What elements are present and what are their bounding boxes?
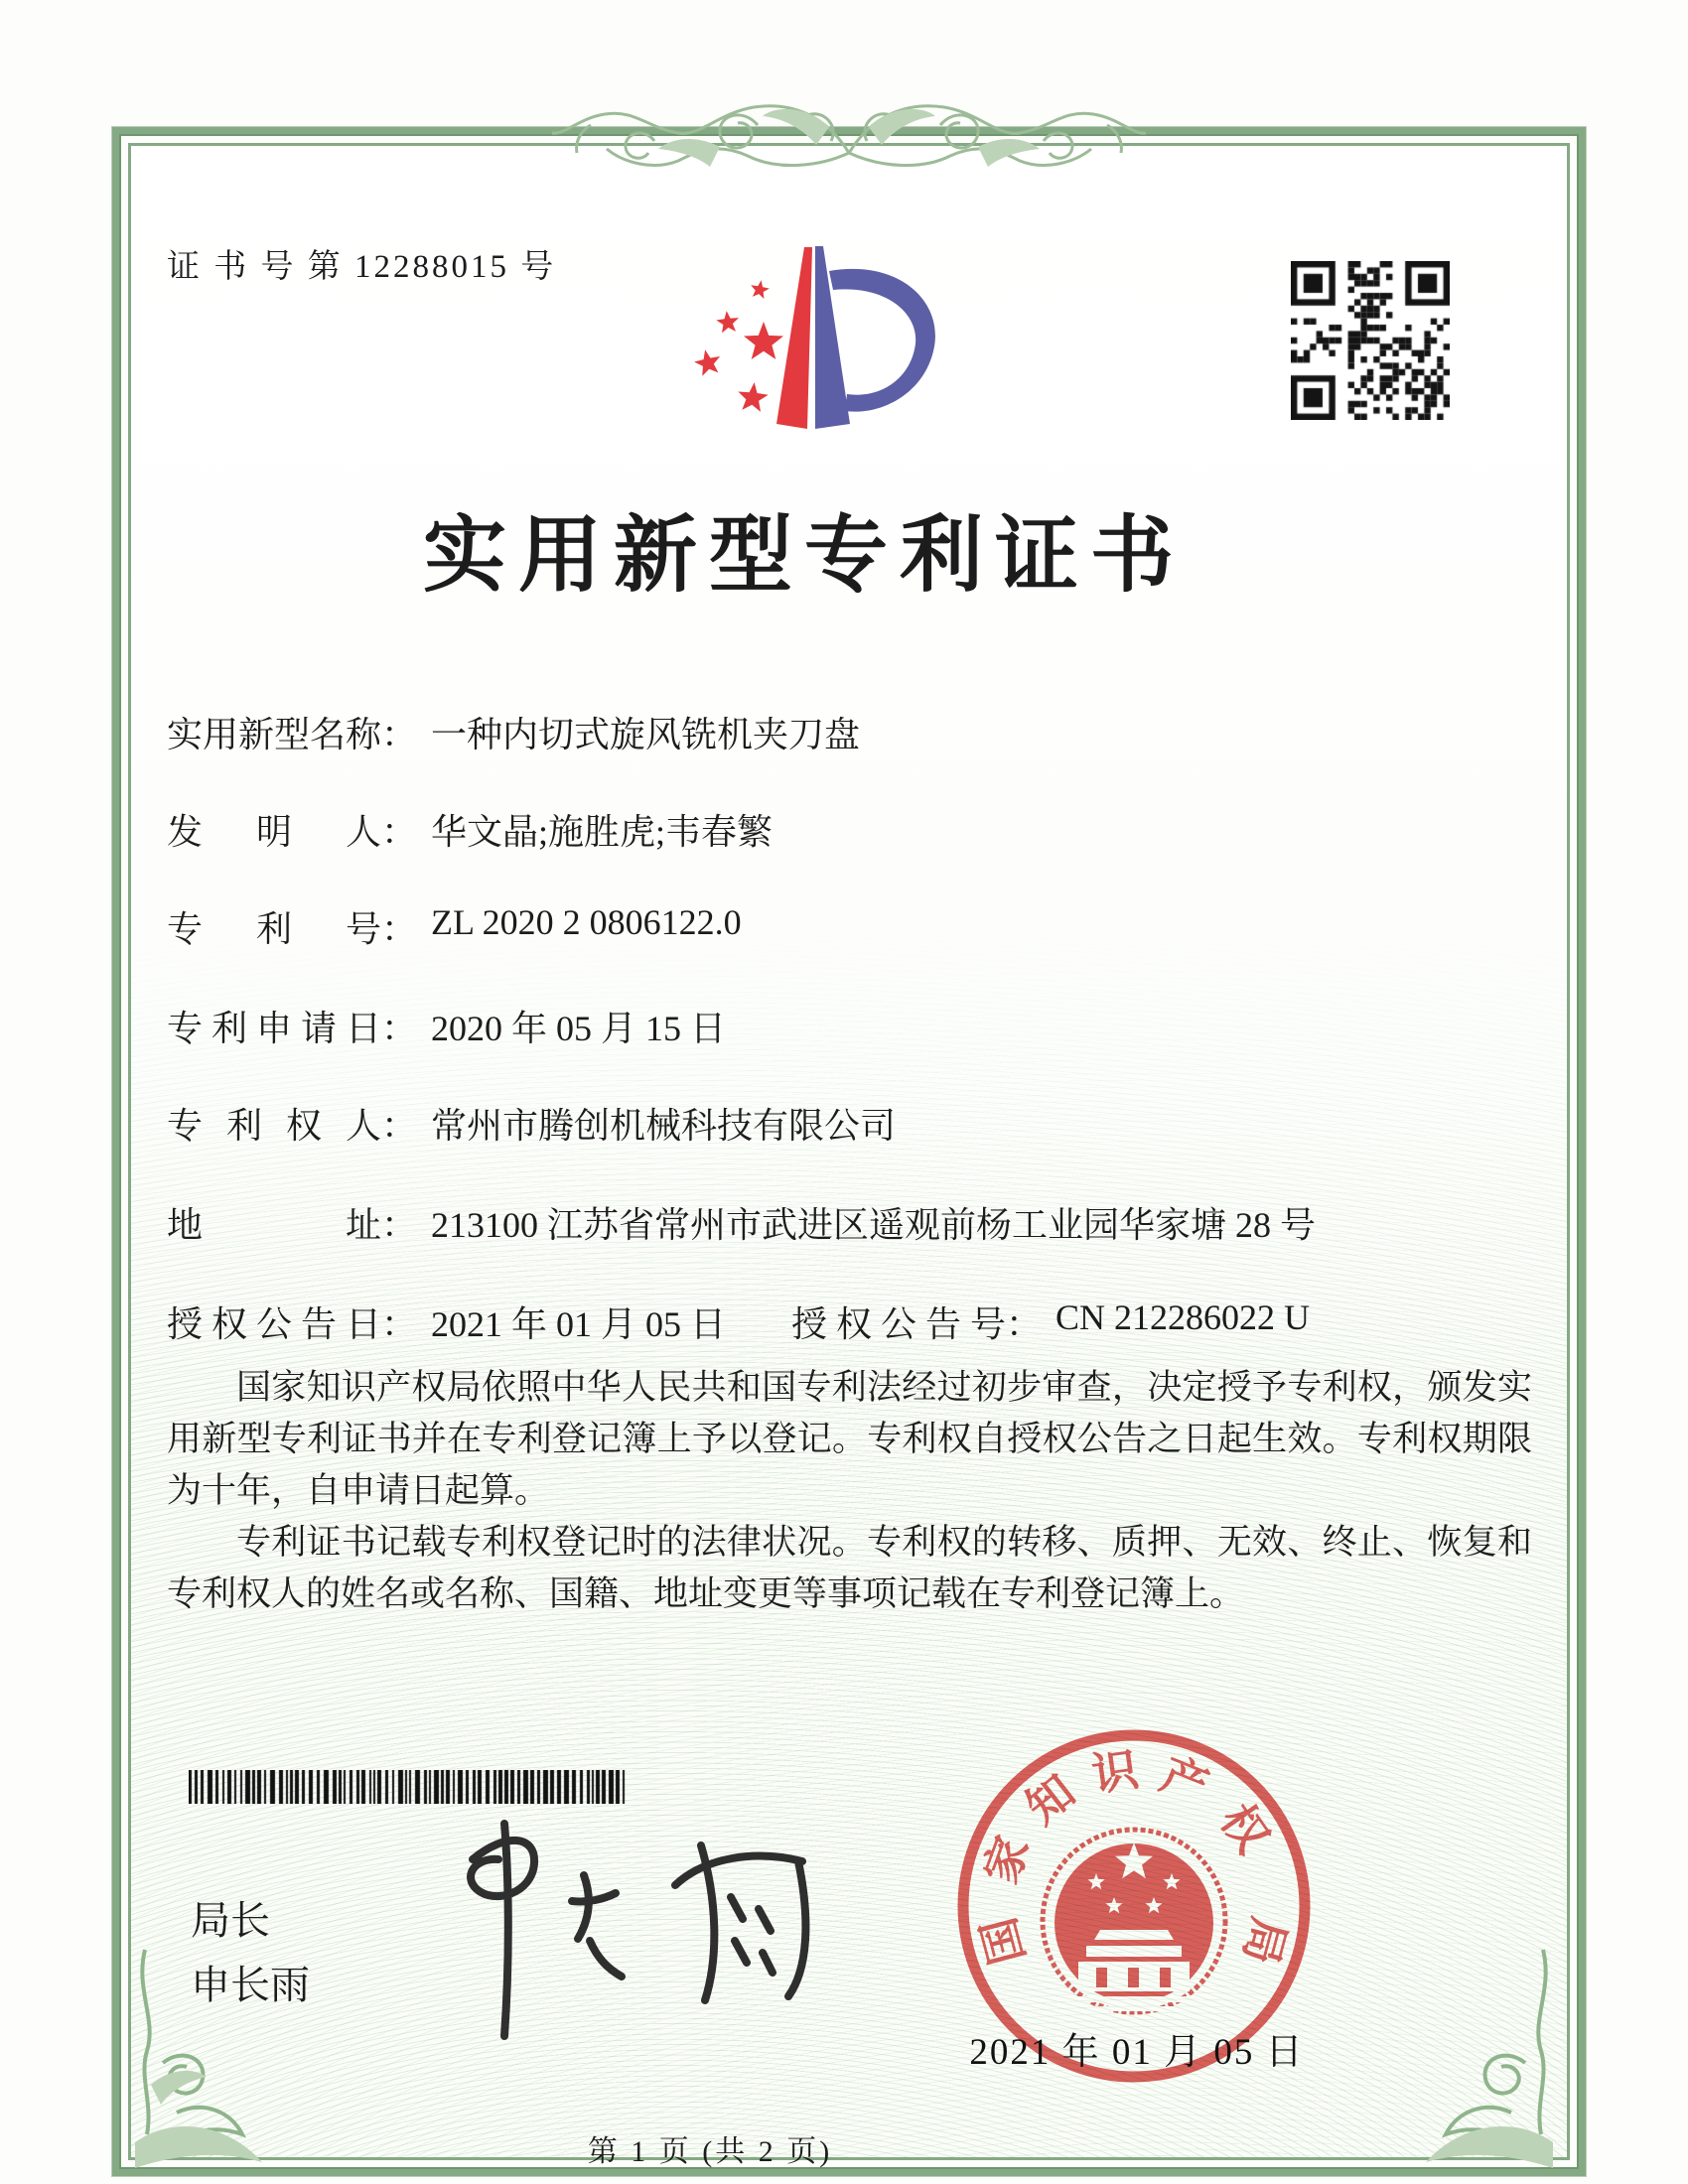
field-label: 实用新型名称 (167, 715, 382, 754)
field-row-invention-name: 实用新型名称 ： 一种内切式旋风铣机夹刀盘 (167, 707, 1547, 757)
seal-emblem (1043, 1830, 1225, 2012)
qr-code (1291, 261, 1450, 420)
grant-number-pair: 授权公告号 ： CN 212286022 U (791, 1297, 1310, 1347)
legal-paragraph: 国家知识产权局依照中华人民共和国专利法经过初步审查，决定授予专利权，颁发实用新型专利证书并在专利登记簿上予以登记。专利权自授权公告之日起生效。专利权期限为十年，自申请日起算。 (167, 1368, 1532, 1510)
svg-text:国: 国 (973, 1912, 1035, 1971)
field-value: 2021 年 01 月 05 日 (431, 1304, 727, 1344)
commissioner-signature (377, 1802, 844, 2070)
field-row-filing-date: 专利申请日 ： 2020 年 05 月 15 日 (167, 1001, 1547, 1051)
logo-stars (694, 280, 783, 412)
svg-text:产: 产 (1154, 1748, 1215, 1814)
field-label: 授权公告号 (791, 1304, 1007, 1344)
cnipa-logo (650, 226, 948, 453)
commissioner-title: 局长 (191, 1899, 270, 1943)
field-value: 2020 年 05 月 15 日 (431, 1009, 727, 1048)
field-label: 专利权人 (167, 1106, 381, 1146)
field-value: 华文晶;施胜虎;韦春繁 (431, 812, 774, 852)
seal-date: 2021 年 01 月 05 日 (969, 2032, 1305, 2073)
barcode (189, 1770, 631, 1804)
field-row-patentee: 专利权人 ： 常州市腾创机械科技有限公司 (167, 1098, 1547, 1149)
commissioner-name: 申长雨 (191, 1964, 310, 2007)
field-value: 213100 江苏省常州市武进区遥观前杨工业园华家塘 28 号 (431, 1205, 1317, 1245)
field-value: CN 212286022 U (1055, 1297, 1311, 1337)
field-value: 常州市腾创机械科技有限公司 (431, 1106, 897, 1146)
page-footer: 第 1 页 (共 2 页) (587, 2135, 833, 2168)
field-row-grant: 授权公告日 ： 2021 年 01 月 05 日 授权公告号 ： CN 212286022 U (167, 1297, 1547, 1347)
legal-text-block (167, 1362, 1532, 1620)
field-row-address: 地址 ： 213100 江苏省常州市武进区遥观前杨工业园华家塘 28 号 (167, 1197, 1547, 1248)
svg-text:家: 家 (975, 1830, 1040, 1890)
certificate-number: 证 书 号 第 12288015 号 (167, 249, 557, 285)
svg-text:识: 识 (1088, 1743, 1142, 1801)
field-label: 地址 (167, 1205, 381, 1245)
field-label: 授权公告日 (167, 1304, 381, 1344)
certificate-title: 实用新型专利证书 (422, 510, 1186, 603)
logo-bowl (829, 269, 935, 412)
svg-text:知: 知 (1017, 1765, 1085, 1835)
field-value: ZL 2020 2 0806122.0 (431, 902, 742, 942)
field-value: 一种内切式旋风铣机夹刀盘 (431, 715, 861, 754)
field-label: 专利申请日 (167, 1009, 381, 1048)
field-label: 发明人 (167, 812, 381, 852)
field-row-patent-number: 专利号 ： ZL 2020 2 0806122.0 (167, 901, 1547, 952)
border-ornament-top (551, 56, 1147, 205)
svg-text:局: 局 (1233, 1912, 1295, 1971)
field-row-inventors: 发明人 ： 华文晶;施胜虎;韦春繁 (167, 804, 1547, 855)
field-label: 专利号 (167, 909, 381, 949)
logo-spike-red (776, 247, 812, 429)
svg-text:权: 权 (1210, 1795, 1279, 1862)
legal-paragraph: 专利证书记载专利权登记时的法律状况。专利权的转移、质押、无效、终止、恢复和专利权人的姓名或名称、国籍、地址变更等事项记载在专利登记簿上。 (167, 1523, 1532, 1613)
corner-flourish-right (1362, 1944, 1571, 2172)
